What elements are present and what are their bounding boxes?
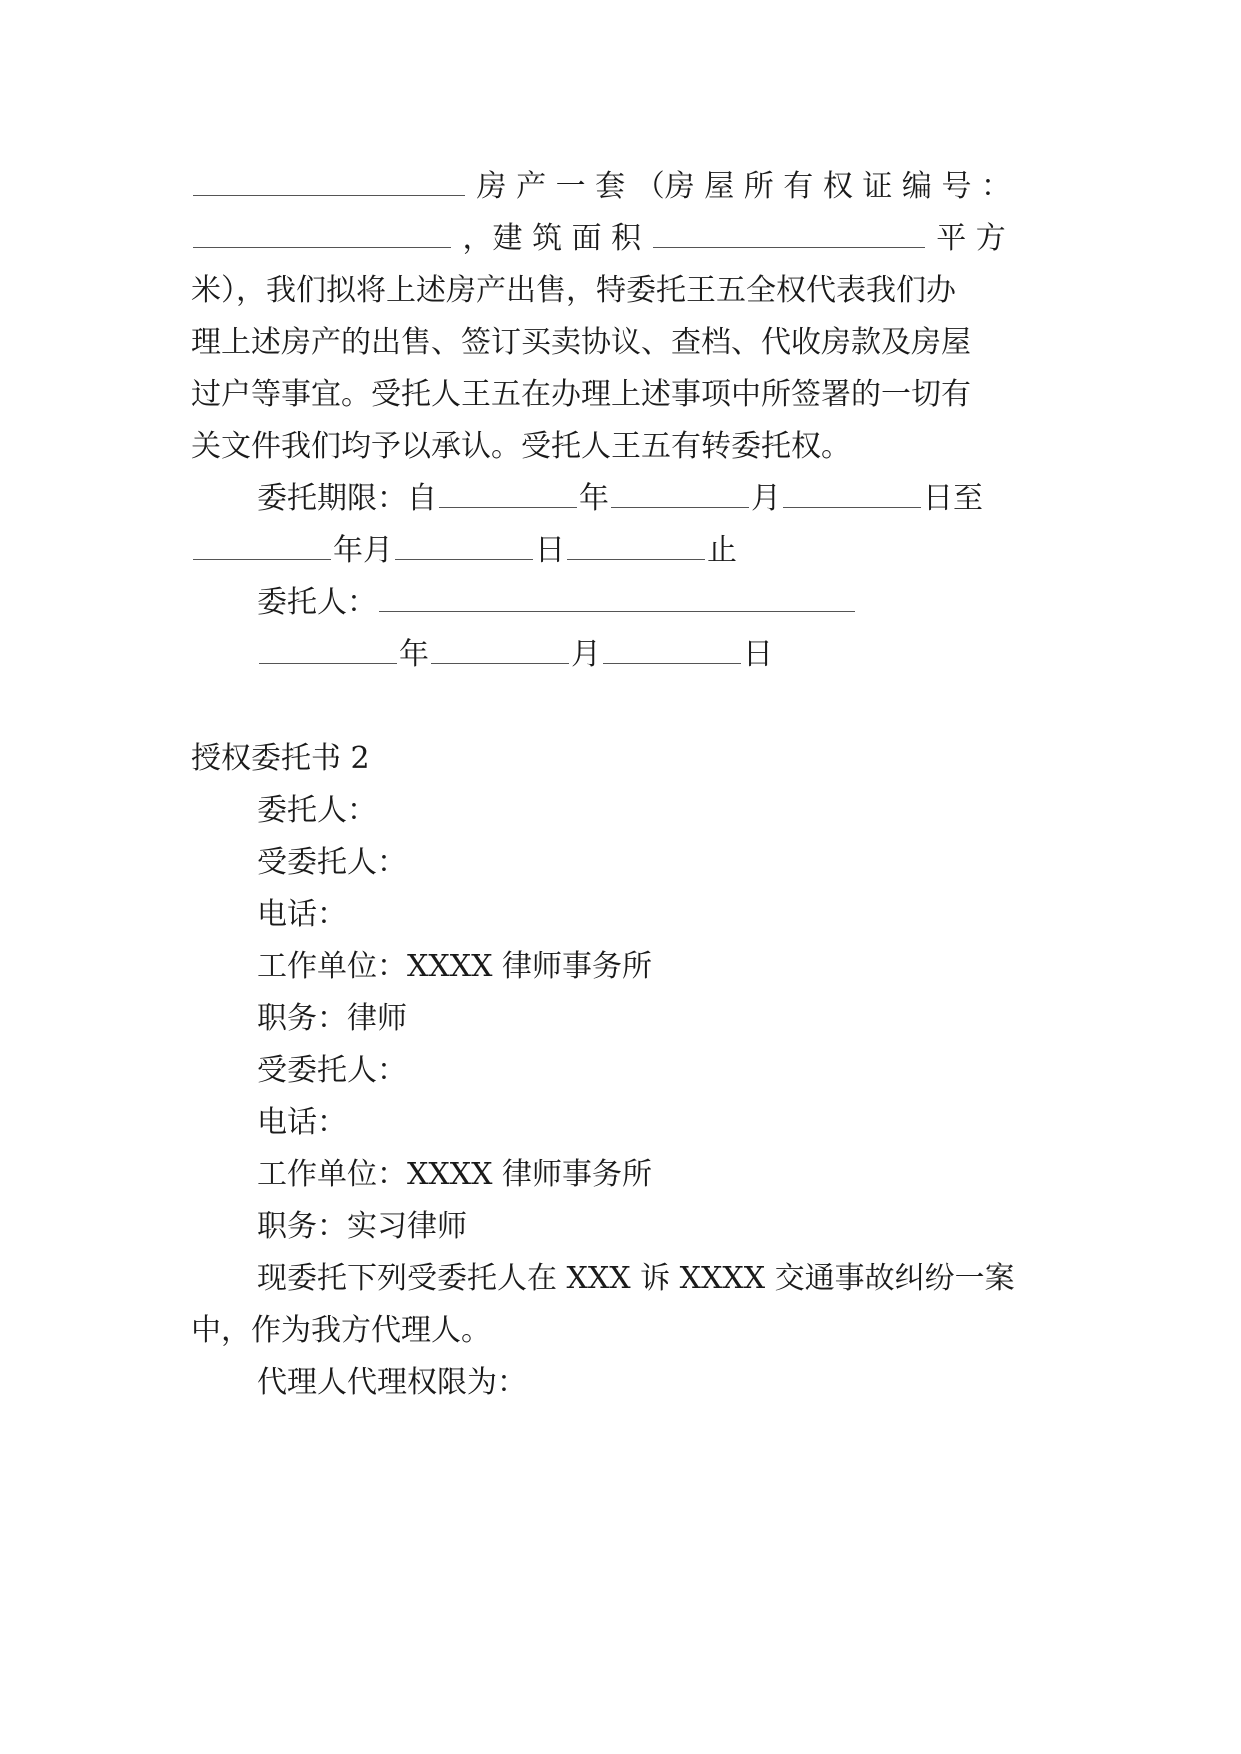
month-label: 月 [751,481,781,516]
agent-1-field: 受委托人： [257,845,407,880]
statement-line-2: 中，作为我方代理人。 [191,1313,491,1348]
body-line-2: 理上述房产的出售、签订买卖协议、查档、代收房款及房屋 [191,325,971,360]
agent-2-employer: 工作单位：XXXX 律师事务所 [257,1157,652,1192]
sign-year-label: 年 [399,637,429,672]
body-line-4: 关文件我们均予以承认。受托人王五有转委托权。 [191,429,851,464]
area-label: ，建 筑 面 积 [462,221,642,256]
blank-start-year [439,479,577,508]
unit-label: 平 方 [936,221,1006,256]
blank-sign-day [603,635,741,664]
year-label: 年 [579,481,609,516]
property-text: 房 产 一 套 （房 屋 所 有 权 证 编 号 ： [476,169,1011,204]
blank-principal-signature [379,583,855,612]
scope-line: 代理人代理权限为： [257,1365,527,1400]
agent-1-position: 职务：律师 [257,1001,407,1036]
day-label: 日 [535,533,565,568]
blank-sign-month [431,635,569,664]
year-month-label: 年月 [333,533,393,568]
agent-2-position: 职务：实习律师 [257,1209,467,1244]
agent-2-field: 受委托人： [257,1053,407,1088]
blank-end-month [395,531,533,560]
principal-label: 委托人： [257,585,377,620]
day-to-label: 日至 [923,481,983,516]
principal-sign-line [257,574,1051,632]
blank-end-year [193,531,331,560]
agent-1-phone: 电话： [257,897,347,932]
blank-sign-year [259,635,397,664]
agent-1-employer: 工作单位：XXXX 律师事务所 [257,949,652,984]
term-end-line [191,522,1051,580]
body-line-1: 米），我们拟将上述房产出售，特委托王五全权代表我们办 [191,273,956,308]
end-label: 止 [707,533,737,568]
statement-line-1: 现委托下列受委托人在 XXX 诉 XXXX 交通事故纠纷一案 [257,1261,1015,1296]
blank-property-address [193,167,465,196]
agent-2-phone: 电话： [257,1105,347,1140]
term-line [257,470,1051,528]
sign-date-line [257,626,1051,684]
blank-certificate-number [193,219,451,248]
sign-day-label: 日 [743,637,773,672]
blank-end-day [567,531,705,560]
term-label: 委托期限：自 [257,481,437,516]
area-line [191,210,1051,268]
property-line [191,158,1051,216]
sign-month-label: 月 [571,637,601,672]
blank-start-day [783,479,921,508]
section-title: 授权委托书 2 [191,741,370,776]
body-line-3: 过户等事宜。受托人王五在办理上述事项中所签署的一切有 [191,377,971,412]
blank-area [653,219,925,248]
principal-field: 委托人： [257,793,377,828]
blank-start-month [611,479,749,508]
